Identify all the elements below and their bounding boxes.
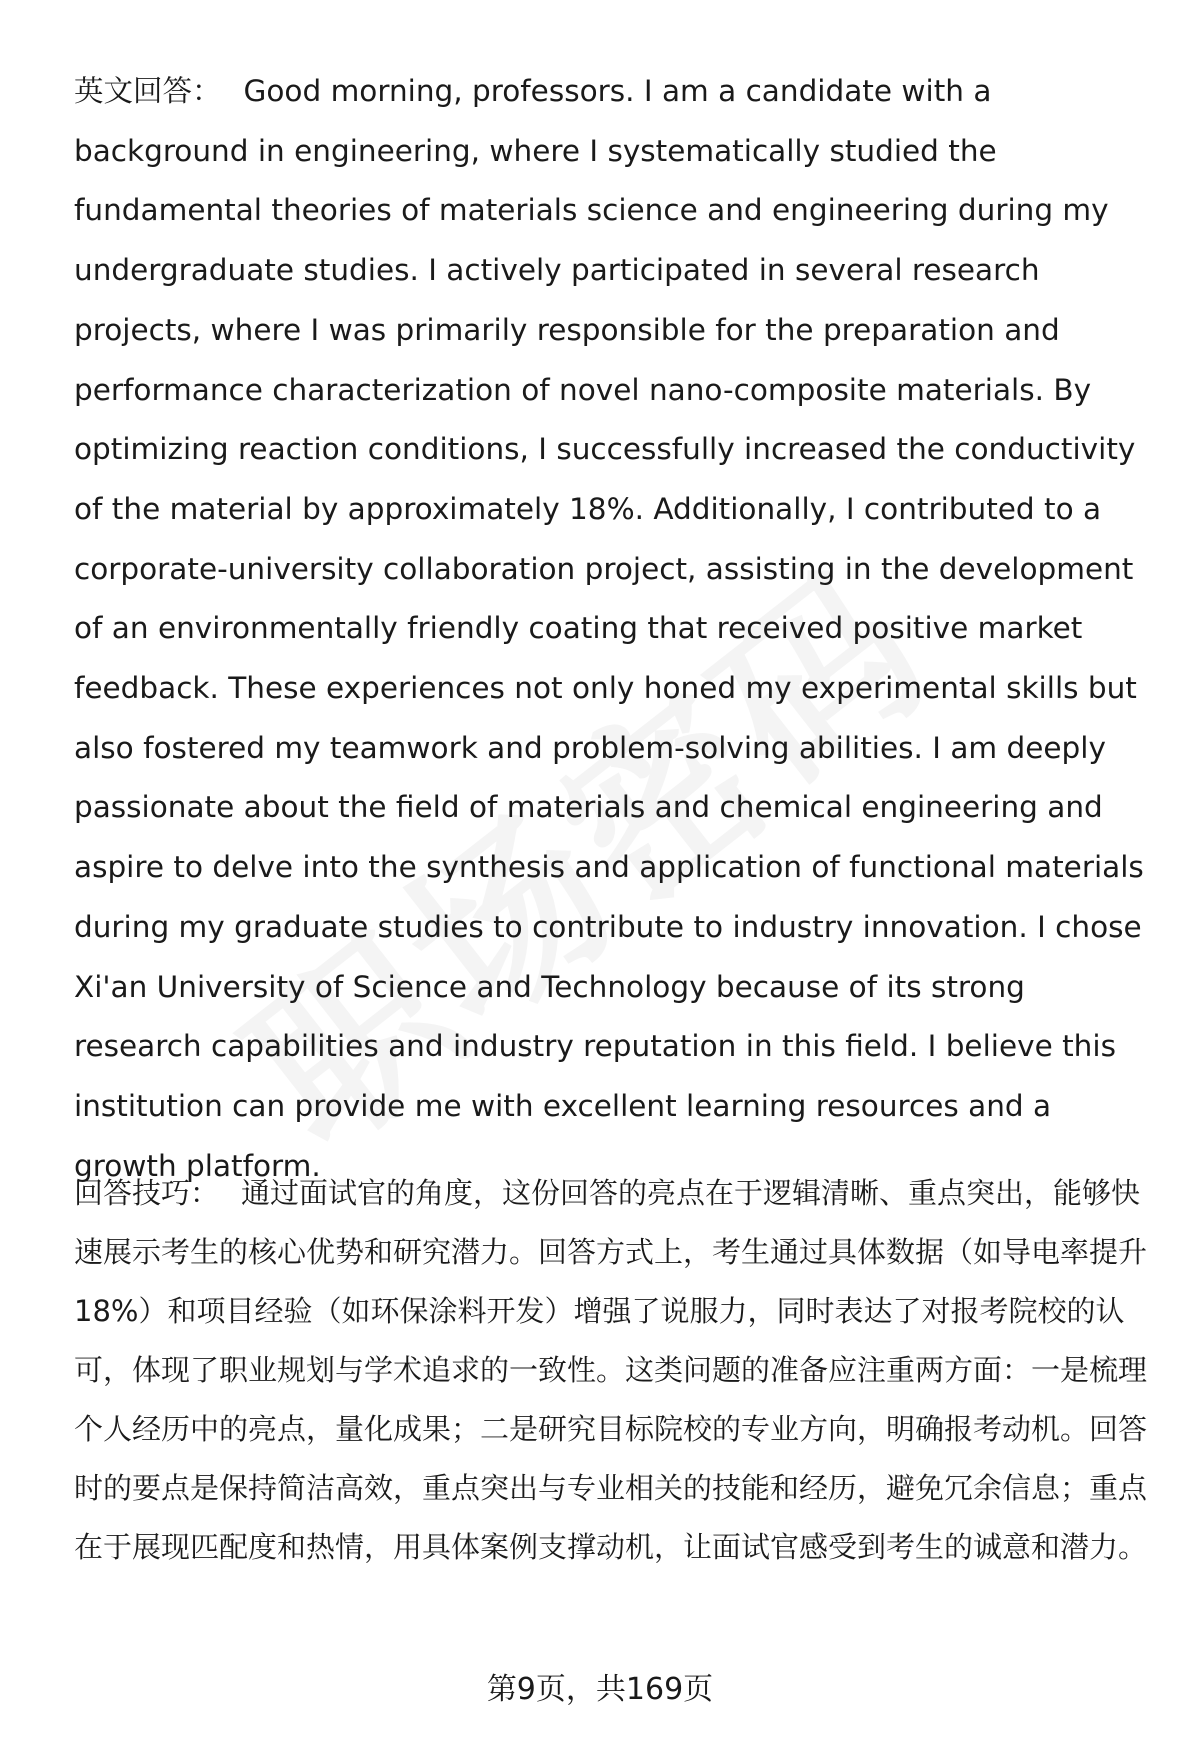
english-answer-paragraph [74, 62, 1154, 1196]
english-answer-label: 英文回答： [74, 74, 222, 108]
answer-tips-label: 回答技巧： [74, 1176, 220, 1210]
english-answer-text: Good morning, professors. I am a candidate with a background in engineering, where I systematically studied the fundamental theories of materials science and engineering during my undergraduate studies. I actively participated in several research projects, where I was primarily responsible for the preparation and performance characterization of novel nano-composite materials. By optimizing reaction conditions, I successfully increased the conductivity of the material by approximately 18%. Additionally, I contributed to a corporate-university collaboration project, assisting in the development of an environmentally friendly coating that received positive market feedback. These experiences not only honed my experimental skills but also fostered my teamwork and problem-solving abilities. I am deeply passionate about the field of materials and chemical engineering and aspire to delve into the synthesis and application of functional materials during my graduate studies to contribute to industry innovation. I chose Xi'an University of Science and Technology because of its strong research capabilities and industry reputation in this field. I believe this institution can provide me with excellent learning resources and a growth platform. [74, 74, 1144, 1183]
answer-tips-paragraph [74, 1164, 1154, 1577]
answer-tips-text: 通过面试官的角度，这份回答的亮点在于逻辑清晰、重点突出，能够快速展示考生的核心优势和研究潜力。回答方式上，考生通过具体数据（如导电率提升18%）和项目经验（如环保涂料开发）增强了说服力，同时表达了对报考院校的认可，体现了职业规划与学术追求的一致性。这类问题的准备应注重两方面：一是梳理个人经历中的亮点，量化成果；二是研究目标院校的专业方向，明确报考动机。回答时的要点是保持简洁高效，重点突出与专业相关的技能和经历，避免冗余信息；重点在于展现匹配度和热情，用具体案例支撑动机，让面试官感受到考生的诚意和潜力。 [74, 1176, 1148, 1564]
page-number: 第9页，共169页 [486, 1672, 714, 1707]
